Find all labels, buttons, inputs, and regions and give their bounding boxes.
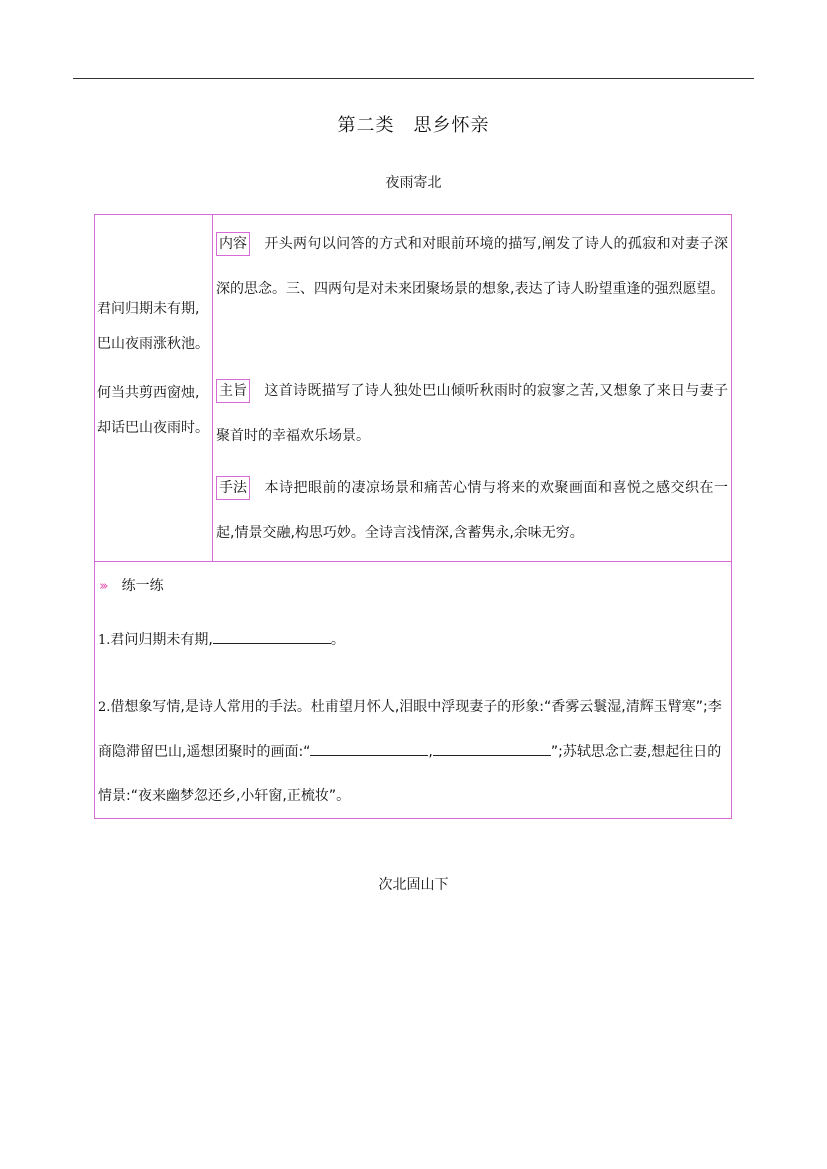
table-divider [95, 561, 731, 562]
poem-title: 夜雨寄北 [385, 175, 442, 191]
poem-lines [97, 297, 209, 465]
poem-line: 何当共剪西窗烛, [97, 385, 200, 401]
question-text: ”;苏轼思念亡妻,想起往日的情景:“夜来幽梦忽还乡,小轩窗,正梳妆”。 [98, 744, 722, 804]
analysis-content [216, 222, 728, 311]
answer-blank[interactable] [310, 741, 428, 756]
analysis-technique-text: 本诗把眼前的凄凉场景和痛苦心情与将来的欢聚画面和喜悦之感交织在一起,情景交融,构思巧妙。全诗言浅情深,含蓄隽永,余味无穷。 [216, 480, 728, 541]
analysis-technique [216, 466, 728, 555]
tag-theme: 主旨 [216, 379, 250, 403]
question-text: 。 [330, 632, 345, 648]
question-number: 2. [98, 700, 111, 715]
question-text: 借想象写情,是诗人常用的手法。杜甫望月怀人,泪眼中浮现妻子的形象:“香雾云鬟湿,清辉玉臂寒”;李商隐滞留巴山,遥想团聚时的画面:“ [98, 699, 722, 760]
poem-line: 君问归期未有期, [97, 301, 200, 317]
tag-technique: 手法 [216, 476, 250, 500]
question-text: , [428, 744, 433, 760]
poem-text-cell [95, 215, 213, 561]
practice-heading [99, 575, 164, 595]
question-number: 1. [98, 633, 111, 648]
question-2 [98, 685, 730, 818]
analysis-theme-text: 这首诗既描写了诗人独处巴山倾听秋雨时的寂寥之苦,又想象了来日与妻子聚首时的幸福欢乐场景。 [216, 383, 728, 444]
practice-title: 练一练 [121, 578, 164, 594]
header-rule [73, 78, 754, 79]
analysis-cell [213, 215, 731, 561]
answer-blank[interactable] [213, 629, 331, 644]
tag-content: 内容 [216, 232, 250, 256]
chevron-triple-icon: ››› [99, 579, 106, 594]
question-text: 君问归期未有期, [110, 632, 213, 648]
next-poem-title: 次北固山下 [378, 877, 449, 893]
analysis-theme [216, 369, 728, 458]
poem-line: 巴山夜雨涨秋池。 [97, 336, 209, 352]
poem-table [94, 214, 732, 819]
poem-line: 却话巴山夜雨时。 [97, 420, 209, 436]
question-1 [98, 618, 730, 663]
answer-blank[interactable] [433, 741, 551, 756]
category-title: 第二类 思乡怀亲 [337, 115, 490, 136]
analysis-content-text: 开头两句以问答的方式和对眼前环境的描写,阐发了诗人的孤寂和对妻子深深的思念。三、四两句是对未来团聚场景的想象,表达了诗人盼望重逢的强烈愿望。 [216, 236, 728, 297]
